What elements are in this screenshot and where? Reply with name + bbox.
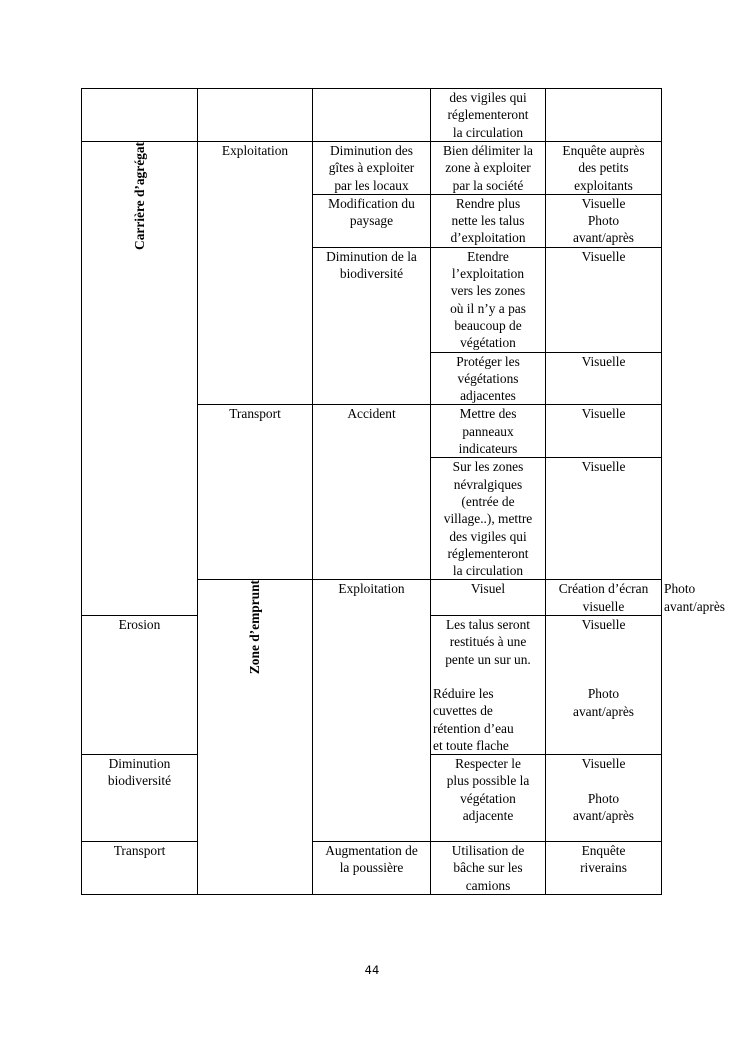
table-row [82, 142, 662, 195]
table-row [82, 89, 662, 142]
impact-cell: Accident [313, 405, 431, 580]
suivi-cell: Visuelle Photo avant/après [546, 194, 662, 247]
mesure-cell: Protéger les végétations adjacentes [431, 352, 546, 405]
table-row: Zone d’emprunt Exploitation Visuel Création d’écran visuelle Photo avant/après [82, 580, 662, 616]
section-carriere-label [82, 142, 198, 616]
suivi-cell: Visuelle Photo avant/après [546, 616, 662, 755]
suivi-cell: Enquête auprès des petits exploitants [546, 142, 662, 195]
page-number: 44 [364, 963, 380, 977]
section-label-text: Zone d’emprunt [247, 580, 263, 675]
impact-cell: Diminution des gîtes à exploiter par les locaux [313, 142, 431, 195]
impact-mitigation-table [81, 88, 725, 895]
phase-cell: Transport [198, 405, 313, 580]
section-label-text: Carrière d’agrégat [131, 142, 147, 250]
section-zone-label [198, 580, 313, 895]
mesure-cell: Sur les zones névralgiques (entrée de village..), mettre des vigiles qui réglementeront la circulation [431, 458, 546, 580]
mesure-cell: Respecter le plus possible la végétation adjacente [431, 755, 546, 842]
mesure-cell: Etendre l’exploitation vers les zones où il n’y a pas beaucoup de végétation [431, 247, 546, 352]
table-cell [198, 89, 313, 142]
phase-cell: Exploitation [313, 580, 431, 842]
impact-cell: Erosion [82, 616, 198, 755]
mesure-cell: Bien délimiter la zone à exploiter par la société [431, 142, 546, 195]
mesure-text: Réduire les cuvettes de rétention d’eau et toute flache [433, 685, 514, 753]
phase-cell: Exploitation [198, 142, 313, 405]
suivi-cell: Visuelle [546, 247, 662, 352]
table-row [82, 842, 662, 895]
table-cell [546, 89, 662, 142]
impact-cell: Diminution biodiversité [82, 755, 198, 842]
impact-cell: Diminution de la biodiversité [313, 247, 431, 405]
impact-cell: Modification du paysage [313, 194, 431, 247]
suivi-cell: Visuelle Photo avant/après [546, 755, 662, 842]
mesure-cell: Création d’écran visuelle [546, 580, 662, 616]
table-cell [82, 89, 198, 142]
suivi-cell: Enquête riverains [546, 842, 662, 895]
impact-cell: Visuel [431, 580, 546, 616]
mesure-cell [431, 616, 546, 755]
phase-cell: Transport [82, 842, 198, 895]
impact-cell: Augmentation de la poussière [313, 842, 431, 895]
table-cell [313, 89, 431, 142]
suivi-cell: Visuelle [546, 352, 662, 405]
mesure-cell: Mettre des panneaux indicateurs [431, 405, 546, 458]
suivi-cell: Visuelle [546, 458, 662, 580]
mesure-text: Les talus seront restitués à une pente un sur un. [445, 617, 531, 667]
mesure-cell: Utilisation de bâche sur les camions [431, 842, 546, 895]
mesure-cell: Rendre plus nette les talus d’exploitation [431, 194, 546, 247]
suivi-cell: Visuelle [546, 405, 662, 458]
mesure-cell: des vigiles qui réglementeront la circulation [431, 89, 546, 142]
